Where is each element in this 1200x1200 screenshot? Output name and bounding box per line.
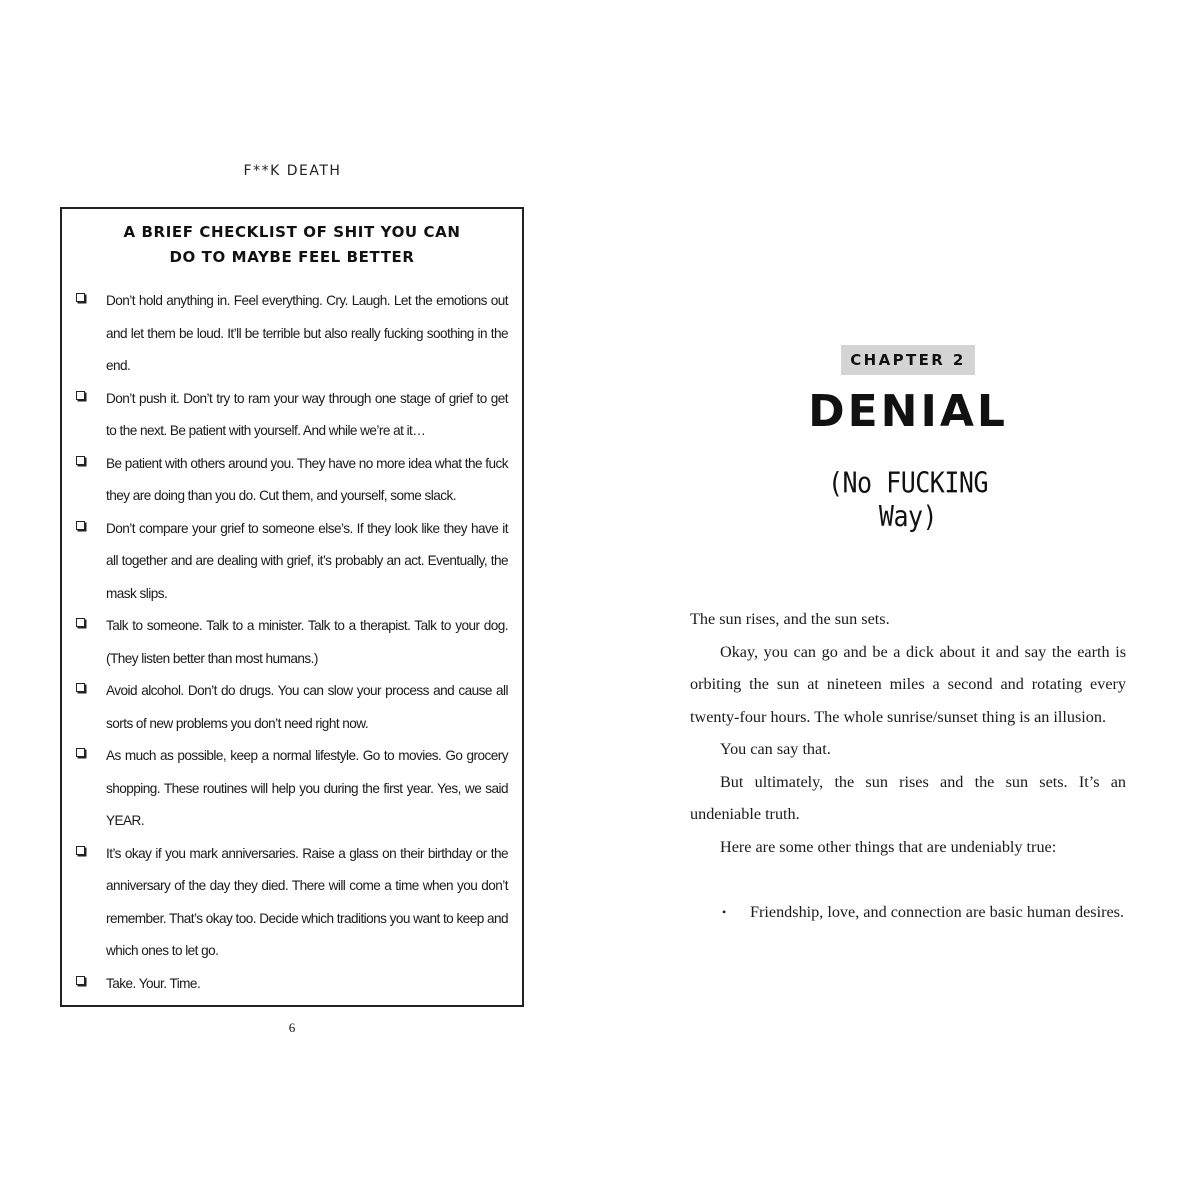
bullet-item: [690, 896, 1126, 929]
checklist-item: [62, 675, 522, 740]
checkbox-icon: [76, 976, 85, 985]
checklist-item: [62, 968, 522, 1001]
checkbox-icon: [76, 391, 85, 400]
checklist-item-text: As much as possible, keep a normal lifestyle. Go to movies. Go grocery shopping. These routines will help you during the first year. Yes, we said YEAR.: [106, 748, 508, 828]
checklist-item-text: Take. Your. Time.: [106, 975, 201, 991]
bullet-item-text: Friendship, love, and connection are basic human desires.: [750, 902, 1125, 921]
chapter-subtitle: (No FUCKING Way): [827, 466, 989, 533]
checklist-item: [62, 838, 522, 968]
checklist-title: [62, 220, 522, 270]
checklist-item: [62, 740, 522, 838]
checklist-item-text: Avoid alcohol. Don’t do drugs. You can slow your process and cause all sorts of new problems you don’t need right now.: [106, 683, 508, 731]
chapter-body: [690, 603, 1126, 928]
checklist-title-line-2: DO TO MAYBE FEEL BETTER: [169, 248, 415, 266]
bullet-list: [690, 896, 1126, 929]
checklist-item-text: Talk to someone. Talk to a minister. Talk to a therapist. Talk to your dog. (They listen better than most humans.): [106, 618, 508, 666]
checklist-item-text: Don’t push it. Don’t try to ram your way through one stage of grief to get to the next. Be patient with yourself. And while we’re at it…: [106, 390, 508, 438]
checkbox-icon: [76, 846, 85, 855]
checklist-title-line-1: A BRIEF CHECKLIST OF SHIT YOU CAN: [123, 223, 461, 241]
checkbox-icon: [76, 293, 85, 302]
checklist-item-text: It’s okay if you mark anniversaries. Raise a glass on their birthday or the anniversary of the day they died. There will come a time when you don’t remember. That’s okay too. Decide which traditions you want to keep and which ones to let go.: [106, 845, 508, 958]
page-number: 6: [288, 1020, 296, 1035]
checklist-item: [62, 383, 522, 448]
checklist-item: [62, 513, 522, 611]
checklist-item: [62, 285, 522, 383]
checkbox-icon: [76, 683, 85, 692]
chapter-title: DENIAL: [808, 386, 1008, 437]
checklist-item-text: Be patient with others around you. They have no more idea what the fuck they are doing than you do. Cut them, and yourself, some slack.: [106, 455, 508, 503]
checkbox-icon: [76, 521, 85, 530]
checklist-item: [62, 610, 522, 675]
chapter-label: CHAPTER 2: [841, 345, 975, 375]
checkbox-icon: [76, 456, 85, 465]
checklist: [62, 285, 522, 1000]
checklist-box: [60, 207, 524, 1007]
running-head: F**K DEATH: [243, 163, 342, 179]
paragraph: Here are some other things that are undeniably true:: [720, 837, 1057, 856]
paragraph: You can say that.: [720, 740, 831, 758]
checkbox-icon: [76, 748, 85, 757]
paragraph: But ultimately, the sun rises and the sun sets. It’s an undeniable truth.: [690, 772, 1126, 823]
checklist-item-text: Don’t hold anything in. Feel everything. Cry. Laugh. Let the emotions out and let them be loud. It’ll be terrible but also really fucking soothing in the end.: [106, 293, 508, 373]
checklist-item: [62, 448, 522, 513]
checklist-item-text: Don’t compare your grief to someone else’s. If they look like they have it all together and are dealing with grief, it’s probably an act. Eventually, the mask slips.: [106, 520, 508, 601]
paragraph: Okay, you can go and be a dick about it and say the earth is orbiting the sun at nineteen miles a second and rotating every twenty-four hours. The whole sunrise/sunset thing is an illusion.: [690, 642, 1126, 726]
bullet-icon: •: [722, 904, 727, 919]
right-page: [600, 0, 1200, 1200]
checkbox-icon: [76, 618, 85, 627]
paragraph: The sun rises, and the sun sets.: [690, 610, 890, 628]
